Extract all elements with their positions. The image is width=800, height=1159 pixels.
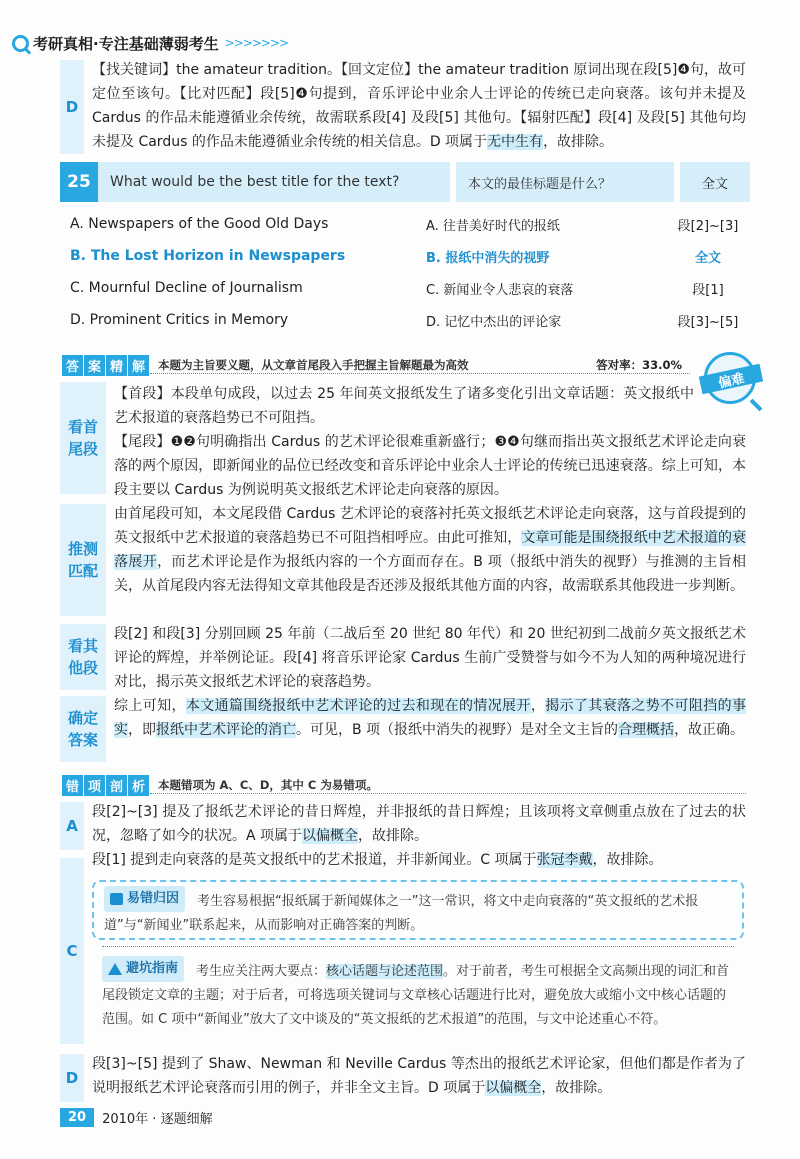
- text: 由首尾段可知，本文尾段借 Cardus 艺术评论的衰落衬托英文报纸艺术评论走向衰落，这与首段提到的英文报纸中艺术报道的衰落趋势已不可阻挡相呼应。由此可推知，: [114, 506, 746, 546]
- chip: 项: [84, 775, 105, 796]
- text: ，即: [128, 722, 156, 738]
- step-label: 推测: [67, 540, 98, 558]
- question-scope: 全文: [680, 162, 750, 202]
- search-logo-icon: [12, 35, 29, 52]
- divider: [102, 946, 734, 947]
- step-confirm-answer: [60, 696, 106, 762]
- text: ，: [530, 698, 546, 714]
- option-row-d: [70, 305, 750, 335]
- section-chips: [62, 775, 150, 796]
- text: 。可见，B 项（报纸中消失的视野）是对全文主旨的: [296, 722, 619, 738]
- accuracy-rate: 答对率：33.0%: [596, 358, 682, 372]
- tip-tag: [104, 886, 185, 912]
- highlight: 本文通篇围绕报纸中艺术评论的过去和现在的情况展开: [185, 698, 531, 714]
- option-en: C. Mournful Decline of Journalism: [70, 280, 303, 296]
- text: ，故排除。: [543, 134, 614, 150]
- step-infer-text: [114, 502, 746, 598]
- section-note: 本题错项为 A、C、D，其中 C 为易错项。: [158, 778, 378, 792]
- step-label: 确定: [67, 709, 98, 727]
- wrong-d-analysis: [92, 1052, 746, 1100]
- text: ，故排除。: [541, 1080, 612, 1096]
- chip: 错: [62, 775, 83, 796]
- option-d-prev-label: D: [60, 60, 84, 154]
- text: 。对于前者，考生可根据全文高频出现的词汇和首尾段锁定文章的主题；对于后者，可将选项关键词与文章核心话题进行比对，避免放大或缩小文中核心话题的范围。如 C 项中“新闻业”放大了文中谈及的“英文报纸的艺术报道”的范围，与文中论述重心不符。: [102, 964, 730, 1027]
- text: 综上可知，: [114, 698, 186, 714]
- step-label: 看首: [67, 418, 98, 436]
- chip: 析: [128, 775, 149, 796]
- tip-tag: [102, 956, 184, 982]
- step-other-text: 段[2] 和段[3] 分别回顾 25 年前（二战后至 20 世纪 80 年代）和 20 世纪初到二战前夕英文报纸艺术评论的辉煌，并举例论证。段[4] 将音乐评论家 Cardus 生前广受赞誉与如今不为人知的两种境况进行对比，揭示英文报纸艺术评论的衰落趋势。: [114, 626, 746, 690]
- text: 【找关键词】the amateur tradition。【回文定位】the amateur tradition 原词出现在段[5]❹句，故可定位至该句。【比对匹配】段[5]❹句提到，音乐评论中业余人士评论的传统已走向衰落。该句并未提及 Cardus 的作品未能遵循业余传统，故需联系段[4] 及段[5] 其他句。【辐射匹配】段[4] 及段[5] 其他句均未提及 Cardus 的作品未能遵循业余传统的相关信息。D 项属于: [92, 62, 746, 150]
- footer-title: 2010年 · 逐题细解: [102, 1112, 213, 1127]
- option-en: D. Prominent Critics in Memory: [70, 312, 289, 328]
- option-cn: B. 报纸中消失的视野: [426, 250, 550, 266]
- step-label: 匹配: [67, 562, 98, 580]
- difficulty-badge: [700, 348, 762, 410]
- highlight: 以偏概全: [302, 828, 359, 844]
- option-en: A. Newspapers of the Good Old Days: [70, 216, 329, 232]
- option-d-prev-analysis: [92, 58, 746, 154]
- option-scope: 段[1]: [692, 282, 724, 298]
- brand-title: 考研真相·专注基础薄弱考生: [33, 34, 219, 53]
- wrong-c-analysis: [92, 848, 746, 872]
- wrong-c-label: C: [60, 858, 84, 1044]
- option-scope: 全文: [694, 250, 721, 266]
- divider: [150, 793, 746, 794]
- question-bar: [60, 162, 750, 202]
- question-number: 25: [60, 162, 98, 202]
- text: 段[3]~[5] 提到了 Shaw、Newman 和 Neville Cardus 等杰出的报纸艺术评论家，但他们都是作者为了说明报纸艺术评论衰落而引用的例子，并非全文主旨。D 项属于: [92, 1056, 746, 1096]
- difficulty-label: 偏难: [699, 364, 763, 394]
- step-confirm-text: [114, 694, 746, 742]
- highlight: 文章可能是围绕报纸中艺术报道的衰落展开: [114, 530, 747, 570]
- highlight: 报纸中艺术评论的消亡: [156, 722, 296, 738]
- section-chips: [62, 355, 150, 376]
- highlight: 以偏概全: [485, 1080, 542, 1096]
- option-en: B. The Lost Horizon in Newspapers: [70, 248, 346, 264]
- text: ，故排除。: [592, 852, 663, 868]
- wrong-a-analysis: [92, 800, 746, 848]
- chip: 剖: [106, 775, 127, 796]
- tip-text: 考生容易根据“报纸属于新闻媒体之一”这一常识，将文中走向衰落的“英文报纸的艺术报道”与“新闻业”联系起来，从而影响对正确答案的判断。: [104, 894, 699, 933]
- option-scope: 段[2]~[3]: [677, 218, 739, 234]
- book-icon: [110, 893, 123, 905]
- option-cn: A. 往昔美好时代的报纸: [426, 218, 560, 234]
- page-footer: [60, 1108, 213, 1127]
- warning-icon: [108, 963, 122, 975]
- highlight: 合理概括: [618, 722, 675, 738]
- wrong-a-label: A: [60, 802, 84, 850]
- option-row-a: [70, 209, 750, 239]
- step-label: 答案: [67, 731, 98, 749]
- chip: 精: [106, 355, 127, 376]
- question-cn: 本文的最佳标题是什么？: [456, 162, 674, 202]
- text: ，故正确。: [674, 722, 745, 738]
- highlight: 核心话题与论述范围: [326, 964, 444, 979]
- step-first-para: 【首段】本段单句成段，以过去 25 年间英文报纸发生了诸多变化引出文章话题：英文报纸中艺术报道的衰落趋势已不可阻挡。: [114, 386, 694, 426]
- tip-tag-label: 易错归因: [127, 891, 180, 906]
- option-row-b: [70, 241, 750, 271]
- step-look-first-last: [60, 382, 106, 494]
- wrong-d-label: D: [60, 1054, 84, 1102]
- step-label: 尾段: [67, 440, 98, 458]
- step-label: 看其: [67, 637, 98, 655]
- tip-error-cause: [92, 880, 744, 940]
- option-scope: 段[3]~[5]: [677, 314, 739, 330]
- text: 考生应关注两大要点：: [196, 964, 327, 979]
- step-other-paras: [60, 624, 106, 690]
- option-cn: D. 记忆中杰出的评论家: [426, 314, 562, 330]
- page-header: [12, 30, 288, 56]
- divider: [150, 373, 690, 374]
- option-row-c: [70, 273, 750, 303]
- tip-content: [104, 886, 732, 938]
- text: 段[2]~[3] 提及了报纸艺术评论的昔日辉煌，并非报纸的昔日辉煌；且该项将文章侧重点放在了过去的状况，忽略了如今的状况。A 项属于: [92, 804, 746, 844]
- step-infer-match: [60, 504, 106, 616]
- tip-avoid-pitfall: [92, 952, 744, 1042]
- tip-tag-label: 避坑指南: [126, 961, 179, 976]
- page-number: 20: [60, 1108, 94, 1127]
- section-note: 本题为主旨要义题，从文章首尾段入手把握主旨解题最为高效: [158, 358, 469, 372]
- chevrons-icon: >>>>>>>: [224, 36, 289, 50]
- text: ，故排除。: [358, 828, 429, 844]
- option-cn: C. 新闻业令人悲哀的衰落: [426, 282, 574, 298]
- chip: 答: [62, 355, 83, 376]
- question-en: What would be the best title for the text?: [98, 162, 450, 202]
- tip-content: [102, 956, 734, 1032]
- step-label: 他段: [67, 659, 98, 677]
- highlight: 无中生有: [487, 134, 544, 150]
- text: ，而艺术评论是作为报纸内容的一个方面而存在。B 项（报纸中消失的视野）与推测的主旨相关，从首尾段内容无法得知文章其他段是否还涉及报纸其他方面的内容，故需联系其他段进一步判断。: [114, 554, 747, 594]
- chip: 案: [84, 355, 105, 376]
- highlight: 张冠李戴: [536, 852, 593, 868]
- step-last-para: 【尾段】❶❷句明确指出 Cardus 的艺术评论很难重新盛行；❸❹句继而指出英文报纸艺术评论走向衰落的两个原因，即新闻业的品位已经改变和音乐评论中业余人士评论的传统已迅速衰落。综上可知，本段主要以 Cardus 为例说明英文报纸艺术评论走向衰落的原因。: [114, 434, 746, 498]
- highlight: 揭示了其衰落之势不可阻挡的事实: [114, 698, 747, 738]
- chip: 解: [128, 355, 149, 376]
- text: 段[1] 提到走向衰落的是英文报纸中的艺术报道，并非新闻业。C 项属于: [92, 852, 537, 868]
